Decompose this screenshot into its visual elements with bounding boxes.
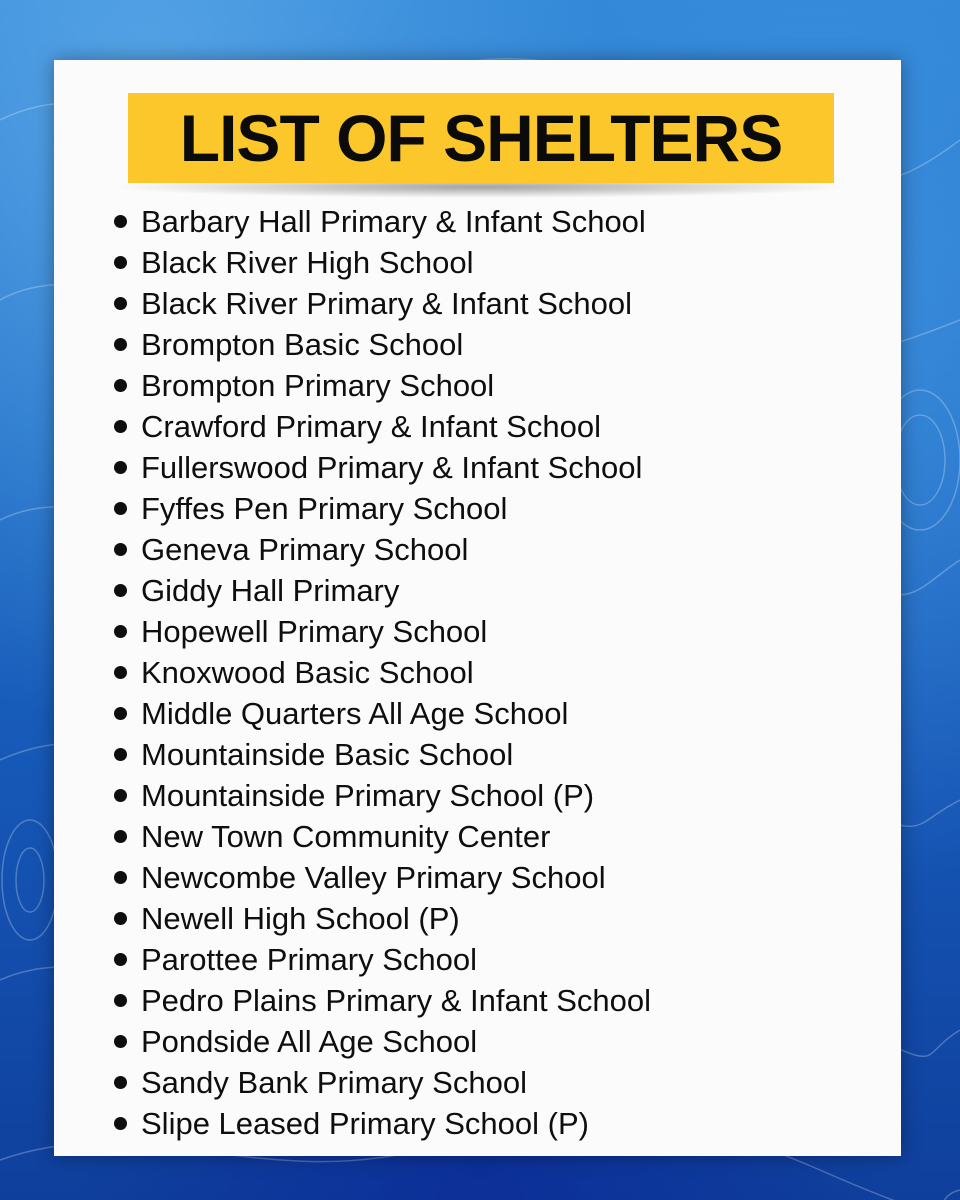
- bullet-dot-icon: [114, 543, 127, 556]
- shelter-name: Brompton Primary School: [141, 367, 495, 403]
- shelter-name: Barbary Hall Primary & Infant School: [141, 203, 646, 239]
- bullet-dot-icon: [114, 871, 127, 884]
- shelter-list: [114, 201, 651, 1144]
- shelter-name: Middle Quarters All Age School: [141, 695, 569, 731]
- list-item: [114, 242, 651, 283]
- bullet-dot-icon: [114, 502, 127, 515]
- list-item: [114, 488, 651, 529]
- shelter-name: Giddy Hall Primary: [141, 572, 400, 608]
- shelter-name: Slipe Leased Primary School (P): [141, 1105, 589, 1141]
- shelter-name: Fyffes Pen Primary School: [141, 490, 508, 526]
- list-item: [114, 939, 651, 980]
- list-item: [114, 529, 651, 570]
- list-item: [114, 1103, 651, 1144]
- shelter-name: Hopewell Primary School: [141, 613, 488, 649]
- shelter-name: Knoxwood Basic School: [141, 654, 474, 690]
- bullet-dot-icon: [114, 994, 127, 1007]
- shelter-name: Mountainside Primary School (P): [141, 777, 595, 813]
- bullet-dot-icon: [114, 1035, 127, 1048]
- shelter-name: Geneva Primary School: [141, 531, 469, 567]
- list-item: [114, 406, 651, 447]
- bullet-dot-icon: [114, 953, 127, 966]
- bullet-dot-icon: [114, 461, 127, 474]
- list-item: [114, 898, 651, 939]
- list-item: [114, 365, 651, 406]
- list-item: [114, 980, 651, 1021]
- list-item: [114, 816, 651, 857]
- bullet-dot-icon: [114, 256, 127, 269]
- bullet-dot-icon: [114, 666, 127, 679]
- list-item: [114, 611, 651, 652]
- bullet-dot-icon: [114, 1076, 127, 1089]
- bullet-dot-icon: [114, 748, 127, 761]
- list-item: [114, 447, 651, 488]
- bullet-dot-icon: [114, 625, 127, 638]
- bullet-dot-icon: [114, 338, 127, 351]
- bullet-dot-icon: [114, 297, 127, 310]
- bullet-dot-icon: [114, 215, 127, 228]
- list-item: [114, 652, 651, 693]
- shelter-name: Brompton Basic School: [141, 326, 464, 362]
- title-banner: [128, 93, 834, 183]
- shelter-name: New Town Community Center: [141, 818, 551, 854]
- shelter-name: Fullerswood Primary & Infant School: [141, 449, 643, 485]
- bullet-dot-icon: [114, 584, 127, 597]
- bullet-dot-icon: [114, 1117, 127, 1130]
- bullet-dot-icon: [114, 420, 127, 433]
- list-item: [114, 775, 651, 816]
- list-item: [114, 324, 651, 365]
- bullet-dot-icon: [114, 912, 127, 925]
- shelter-name: Mountainside Basic School: [141, 736, 514, 772]
- shelter-name: Pondside All Age School: [141, 1023, 478, 1059]
- bullet-dot-icon: [114, 830, 127, 843]
- shelter-name: Black River Primary & Infant School: [141, 285, 633, 321]
- list-item: [114, 570, 651, 611]
- title-banner-wrap: [128, 93, 834, 183]
- bullet-dot-icon: [114, 789, 127, 802]
- shelter-name: Black River High School: [141, 244, 474, 280]
- shelter-name: Newcombe Valley Primary School: [141, 859, 606, 895]
- list-item: [114, 283, 651, 324]
- page-title: LIST OF SHELTERS: [179, 101, 783, 175]
- shelter-name: Pedro Plains Primary & Infant School: [141, 982, 652, 1018]
- list-item: [114, 693, 651, 734]
- shelter-name: Parottee Primary School: [141, 941, 477, 977]
- shelter-name: Crawford Primary & Infant School: [141, 408, 602, 444]
- list-item: [114, 1021, 651, 1062]
- list-item: [114, 201, 651, 242]
- list-item: [114, 1062, 651, 1103]
- shelter-name: Sandy Bank Primary School: [141, 1064, 527, 1100]
- list-item: [114, 857, 651, 898]
- bullet-dot-icon: [114, 707, 127, 720]
- list-item: [114, 734, 651, 775]
- shelter-name: Newell High School (P): [141, 900, 460, 936]
- bullet-dot-icon: [114, 379, 127, 392]
